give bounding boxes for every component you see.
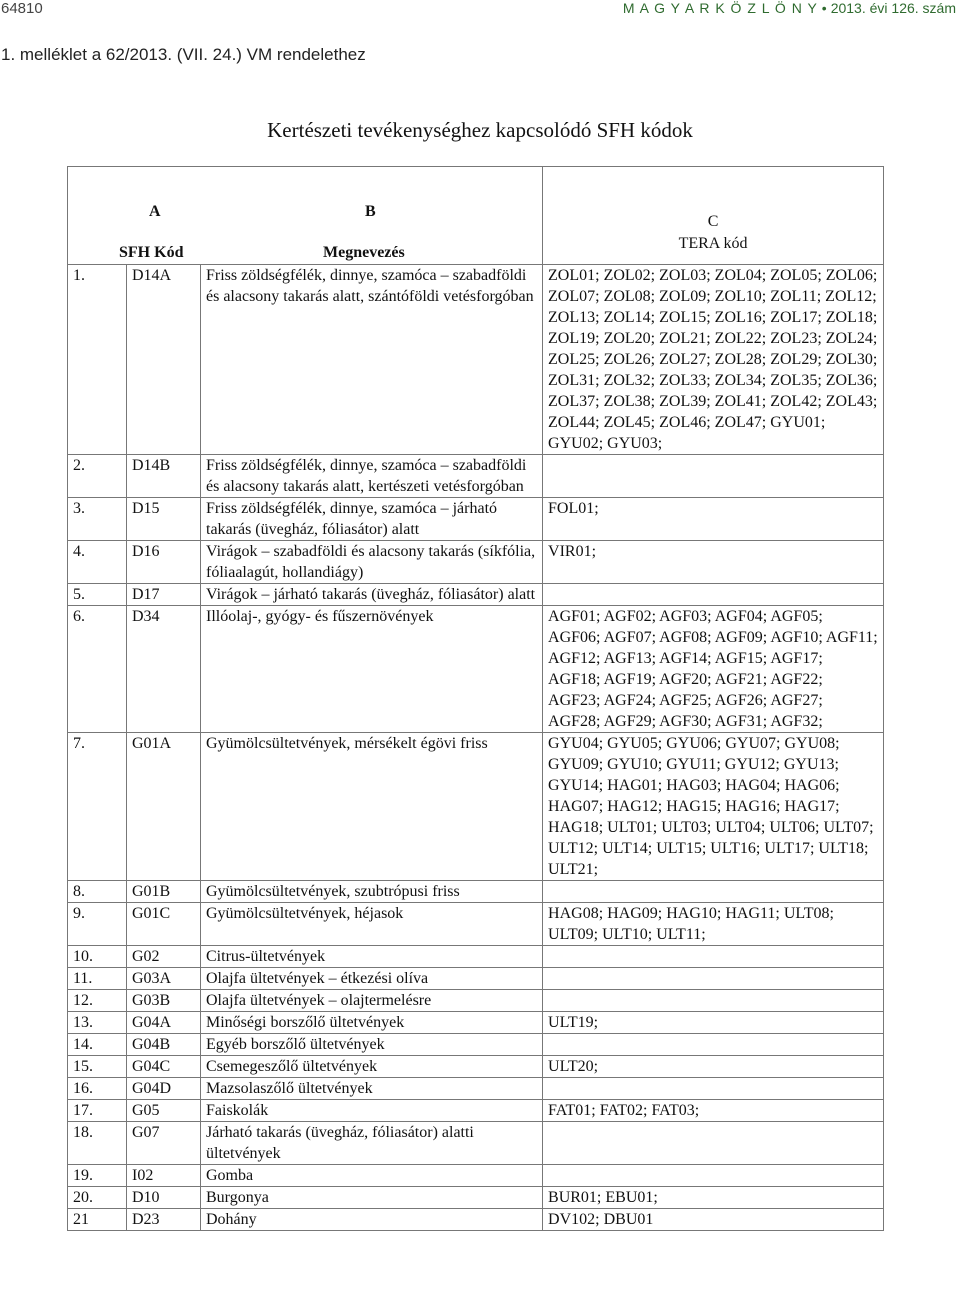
sfh-code: G04A — [127, 1012, 201, 1034]
row-number: 6. — [68, 606, 127, 733]
tera-codes: AGF01; AGF02; AGF03; AGF04; AGF05; AGF06; AGF07; AGF08; AGF09; AGF10; AGF11; AGF12; AGF13; AGF14; AGF15; AGF17; AGF18; AGF19; AGF20; AGF21; AGF22; AGF23; AGF24; AGF25; AGF26; AGF27; AGF28; AGF29; AGF30; AGF31; AGF32; — [543, 606, 884, 733]
row-number: 3. — [68, 498, 127, 541]
tera-codes: ZOL01; ZOL02; ZOL03; ZOL04; ZOL05; ZOL06; ZOL07; ZOL08; ZOL09; ZOL10; ZOL11; ZOL12; ZOL13; ZOL14; ZOL15; ZOL16; ZOL17; ZOL18; ZOL19; ZOL20; ZOL21; ZOL22; ZOL23; ZOL24; ZOL25; ZOL26; ZOL27; ZOL28; ZOL29; ZOL30; ZOL31; ZOL32; ZOL33; ZOL34; ZOL35; ZOL36; ZOL37; ZOL38; ZOL39; ZOL41; ZOL42; ZOL43; ZOL44; ZOL45; ZOL46; ZOL47; GYU01; GYU02; GYU03; — [543, 265, 884, 455]
sfh-code: G01B — [127, 881, 201, 903]
tera-codes: FAT01; FAT02; FAT03; — [543, 1100, 884, 1122]
issue-number: 2013. évi 126. szám — [830, 0, 956, 16]
row-name: Mazsolaszőlő ültetvények — [201, 1078, 543, 1100]
tera-codes: DV102; DBU01 — [543, 1209, 884, 1231]
table-row — [68, 1078, 884, 1100]
row-number: 4. — [68, 541, 127, 584]
table-row — [68, 1187, 884, 1209]
row-name: Virágok – járható takarás (üvegház, fóliasátor) alatt — [201, 584, 543, 606]
header-tera-cell — [543, 167, 884, 265]
row-number: 5. — [68, 584, 127, 606]
row-number: 12. — [68, 990, 127, 1012]
sfh-code: I02 — [127, 1165, 201, 1187]
tera-codes — [543, 990, 884, 1012]
table-row — [68, 265, 884, 455]
tera-codes: ULT19; — [543, 1012, 884, 1034]
row-name: Gomba — [201, 1165, 543, 1187]
tera-codes — [543, 946, 884, 968]
table-row — [68, 903, 884, 946]
row-number: 8. — [68, 881, 127, 903]
sfh-code: G03A — [127, 968, 201, 990]
row-name: Virágok – szabadföldi és alacsony takarás (síkfólia, fóliaalagút, hollandiágy) — [201, 541, 543, 584]
row-number: 11. — [68, 968, 127, 990]
row-number: 18. — [68, 1122, 127, 1165]
sfh-code: D17 — [127, 584, 201, 606]
table-row — [68, 1122, 884, 1165]
sfh-code: D10 — [127, 1187, 201, 1209]
table-row — [68, 455, 884, 498]
sfh-code: D14A — [127, 265, 201, 455]
row-name: Olajfa ültetvények – olajtermelésre — [201, 990, 543, 1012]
row-number: 10. — [68, 946, 127, 968]
row-number: 9. — [68, 903, 127, 946]
row-name: Járható takarás (üvegház, fóliasátor) alatti ültetvények — [201, 1122, 543, 1165]
column-letter-c: C — [707, 213, 719, 230]
journal-header — [623, 0, 956, 16]
tera-codes — [543, 1034, 884, 1056]
sfh-code: D16 — [127, 541, 201, 584]
row-name: Csemegeszőlő ültetvények — [201, 1056, 543, 1078]
tera-codes — [543, 1078, 884, 1100]
table-row — [68, 733, 884, 881]
row-name: Friss zöldségfélék, dinnye, szamóca – járható takarás (üvegház, fóliasátor) alatt — [201, 498, 543, 541]
row-name: Gyümölcsültetvények, mérsékelt égövi friss — [201, 733, 543, 881]
row-number: 17. — [68, 1100, 127, 1122]
row-number: 7. — [68, 733, 127, 881]
row-number: 19. — [68, 1165, 127, 1187]
table-row — [68, 1209, 884, 1231]
table-row — [68, 498, 884, 541]
tera-codes — [543, 881, 884, 903]
row-number: 14. — [68, 1034, 127, 1056]
tera-codes: FOL01; — [543, 498, 884, 541]
tera-codes: HAG08; HAG09; HAG10; HAG11; ULT08; ULT09; ULT10; ULT11; — [543, 903, 884, 946]
sfh-code-table — [67, 166, 884, 1231]
tera-codes — [543, 1122, 884, 1165]
row-name: Gyümölcsültetvények, szubtrópusi friss — [201, 881, 543, 903]
page-title: Kertészeti tevékenységhez kapcsolódó SFH kódok — [267, 118, 693, 142]
tera-codes — [543, 968, 884, 990]
table-row — [68, 968, 884, 990]
sfh-code: G01C — [127, 903, 201, 946]
sfh-code: G04D — [127, 1078, 201, 1100]
column-label-name: Megnevezés — [323, 244, 405, 261]
annex-reference: 1. melléklet a 62/2013. (VII. 24.) VM rendelethez — [1, 45, 366, 64]
row-number: 21 — [68, 1209, 127, 1231]
table-row — [68, 946, 884, 968]
column-letter-b: B — [365, 203, 376, 220]
table-header-row — [68, 167, 884, 265]
row-name: Friss zöldségfélék, dinnye, szamóca – szabadföldi és alacsony takarás alatt, kertészeti vetésforgóban — [201, 455, 543, 498]
row-number: 16. — [68, 1078, 127, 1100]
sfh-code: G04B — [127, 1034, 201, 1056]
tera-codes: VIR01; — [543, 541, 884, 584]
sfh-code: G05 — [127, 1100, 201, 1122]
row-number: 2. — [68, 455, 127, 498]
row-name: Illóolaj-, gyógy- és fűszernövények — [201, 606, 543, 733]
journal-name: M A G Y A R K Ö Z L Ö N Y — [622, 0, 818, 16]
page-number: 64810 — [1, 0, 43, 17]
table-row — [68, 881, 884, 903]
table-row — [68, 1012, 884, 1034]
column-letter-a: A — [149, 203, 161, 220]
table-row — [68, 1056, 884, 1078]
bullet-icon: • — [821, 0, 827, 16]
row-name: Gyümölcsültetvények, héjasok — [201, 903, 543, 946]
sfh-code: G04C — [127, 1056, 201, 1078]
header-left-cell — [68, 167, 543, 265]
row-name: Dohány — [201, 1209, 543, 1231]
row-name: Minőségi borszőlő ültetvények — [201, 1012, 543, 1034]
row-number: 13. — [68, 1012, 127, 1034]
sfh-code: G07 — [127, 1122, 201, 1165]
row-name: Faiskolák — [201, 1100, 543, 1122]
table-row — [68, 1100, 884, 1122]
row-name: Friss zöldségfélék, dinnye, szamóca – szabadföldi és alacsony takarás alatt, szántóföldi vetésforgóban — [201, 265, 543, 455]
sfh-code: D23 — [127, 1209, 201, 1231]
sfh-code: G01A — [127, 733, 201, 881]
row-name: Olajfa ültetvények – étkezési olíva — [201, 968, 543, 990]
row-name: Egyéb borszőlő ültetvények — [201, 1034, 543, 1056]
table-row — [68, 1034, 884, 1056]
column-label-tera-code: TERA kód — [678, 235, 748, 252]
tera-codes: GYU04; GYU05; GYU06; GYU07; GYU08; GYU09; GYU10; GYU11; GYU12; GYU13; GYU14; HAG01; HAG03; HAG04; HAG06; HAG07; HAG12; HAG15; HAG16; HAG17; HAG18; ULT01; ULT03; ULT04; ULT06; ULT07; ULT12; ULT14; ULT15; ULT16; ULT17; ULT18; ULT21; — [543, 733, 884, 881]
tera-codes — [543, 584, 884, 606]
row-number: 20. — [68, 1187, 127, 1209]
row-number: 1. — [68, 265, 127, 455]
table-row — [68, 1165, 884, 1187]
sfh-code: D34 — [127, 606, 201, 733]
tera-codes — [543, 1165, 884, 1187]
sfh-code: G02 — [127, 946, 201, 968]
table-row — [68, 990, 884, 1012]
table-row — [68, 584, 884, 606]
sfh-code: G03B — [127, 990, 201, 1012]
tera-codes: BUR01; EBU01; — [543, 1187, 884, 1209]
table-row — [68, 541, 884, 584]
table-row — [68, 606, 884, 733]
row-number: 15. — [68, 1056, 127, 1078]
sfh-code: D15 — [127, 498, 201, 541]
row-name: Citrus-ültetvények — [201, 946, 543, 968]
sfh-code: D14B — [127, 455, 201, 498]
column-label-sfh-code: SFH Kód — [119, 244, 184, 261]
tera-codes — [543, 455, 884, 498]
row-name: Burgonya — [201, 1187, 543, 1209]
tera-codes: ULT20; — [543, 1056, 884, 1078]
